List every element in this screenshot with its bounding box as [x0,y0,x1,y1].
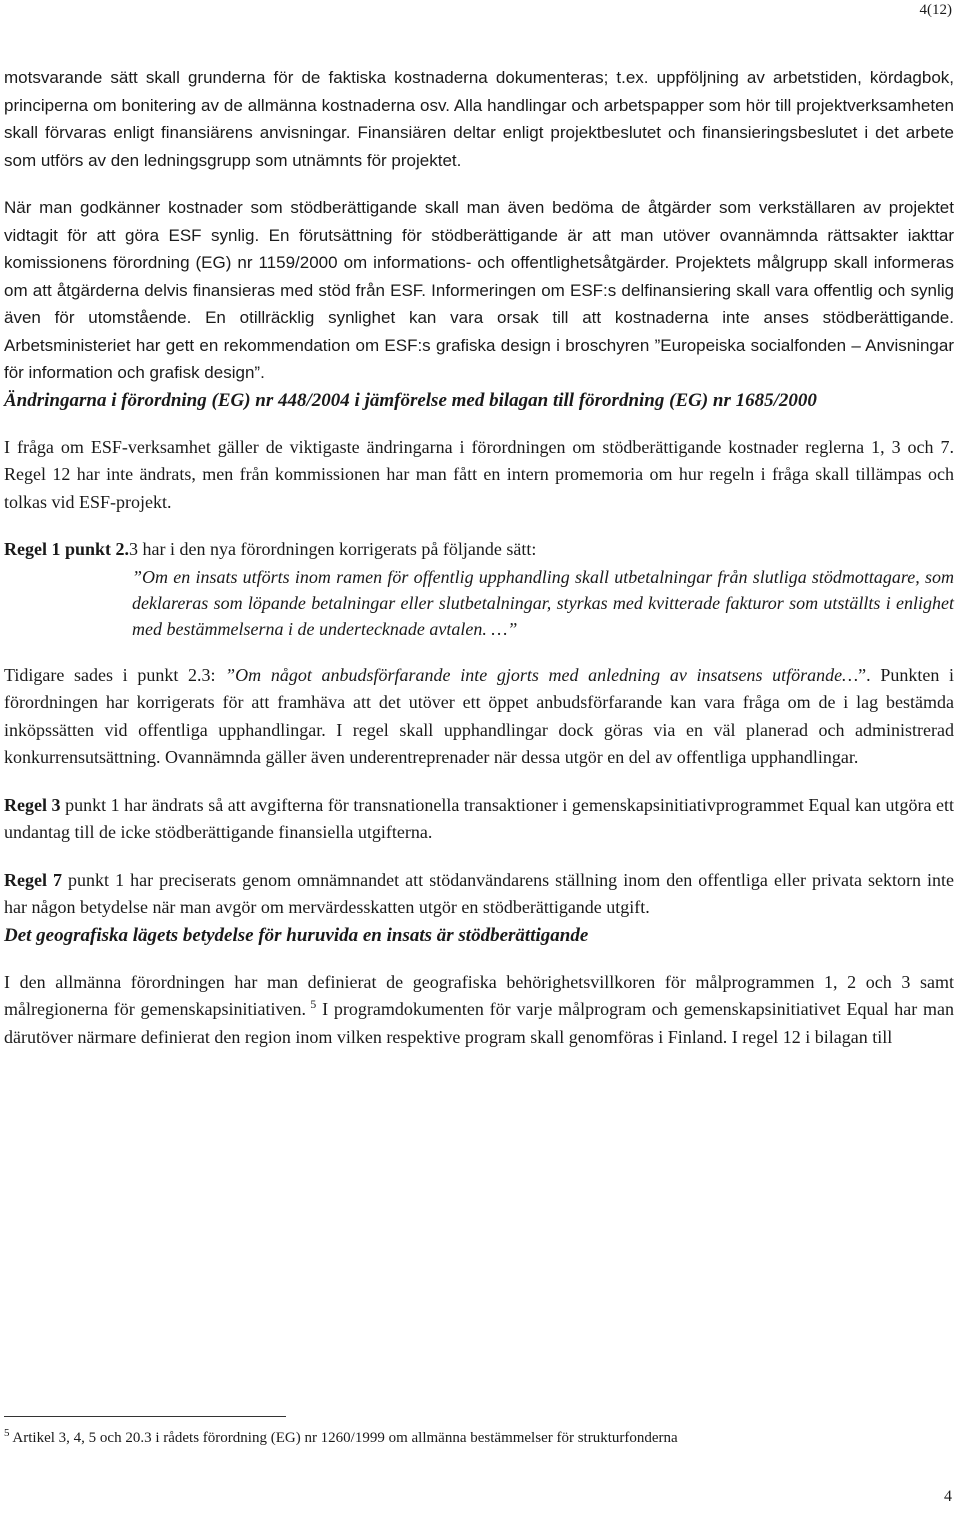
paragraph-documentation: motsvarande sätt skall grunderna för de faktiska kostnaderna dokumenteras; t.ex. uppföljning av arbetstiden, kördagbok, principerna om bonitering av de allmänna kostnaderna osv. Alla handlingar och arbetspapper som hör till projektverksamheten skall förvaras enligt finansiärens anvisningar. Finansiären deltar enligt projektbeslutet och finansieringsbeslutet i det arbete som utförs av den ledningsgrupp som utnämnts för projektet. [4,68,954,170]
rule-3-text: punkt 1 har ändrats så att avgifterna för transnationella transaktioner i gemenskapsinitiativprogrammet Equal kan utgöra ett undantag till de icke stödberättigande finansiella utgifterna. [4,794,954,842]
paragraph-rule-7 [4,867,954,922]
rule-7-label: Regel 7 [4,869,63,890]
rule-1-label: Regel 1 punkt 2. [4,539,130,559]
geographic-text-rest: I programdokumenten för varje målprogram och gemenskapsinitiativet Equal har man därutöver närmare definierat den region inom vilken respektive program skall genomföras i Finland. I regel 12 i bilagan till [4,999,954,1047]
previous-wording-text: ”. Punkten i förordningen har korrigerats för att framhäva att det utöver ett öppet anbudsförfarande kan vara fråga om de i lag bestämda inköpssätten vid offentliga upphandlingar. I regel skall upphandlingar dock göras via en väl planerad och administrerad konkurrensutsättning. Ovannämnda gäller även underentreprenader när dessa utgör en del av offentliga upphandlingar. [4,664,954,767]
paragraph-previous-wording [4,662,954,772]
document-body [4,64,954,1051]
section-heading-geography: Det geografiska lägets betydelse för huruvida en insats är stödberättigande [4,924,589,946]
previous-wording-intro: Tidigare sades i punkt 2.3: [4,664,226,685]
paragraph-rule-1 [4,536,954,564]
footnote [4,1427,678,1447]
rule-1-text: 3 har i den nya förordningen korrigerats på följande sätt: [129,539,537,559]
paragraph-rule-3 [4,792,954,847]
paragraph-esf-changes: I fråga om ESF-verksamhet gäller de viktigaste ändringarna i förordningen om stödberättigande kostnader reglerna 1, 3 och 7. Regel 12 har inte ändrats, men från kommissionen har man fått en intern promemoria om hur regeln i fråga skall tillämpas och tolkas vid ESF-projekt. [4,436,954,512]
rule-7-text: punkt 1 har preciserats genom omnämnandet att stödanvändarens ställning inom den offentliga eller privata sektorn inte har någon betydelse när man avgör om mervärdesskatten utgör en stödberättigande utgift. [4,869,954,917]
previous-wording-quote: ”Om något anbudsförfarande inte gjorts med anledning av insatsens utförande… [225,664,859,685]
footnote-divider [4,1416,286,1417]
footnote-reference: 5 [305,997,317,1011]
paragraph-esf-visibility: När man godkänner kostnader som stödberättigande skall man även bedöma de åtgärder som verkställaren av projektet vidtagit för att göra ESF synlig. En förutsättning för stödberättigande är att man utöver ovannämnda rättsakter iakttar komissionens förordning (EG) nr 1159/2000 om informations- och offentlighetsåtgärder. Projektets målgrupp skall informeras om att åtgärderna delvis finansieras med stöd från ESF. Informeringen om ESF:s delfinansiering skall vara offentlig och synlig även för utomstående. En otillräcklig synlighet kan vara orsak till att kostnaderna inte anses stödberättigande. Arbetsministeriet har gett en rekommendation om ESF:s grafiska design i broschyren ”Europeiska socialfonden – Anvisningar för information och grafisk design”. [4,198,954,382]
paragraph-geographic-conditions [4,969,954,1052]
page-counter: 4(12) [919,2,952,18]
footnote-text: Artikel 3, 4, 5 och 20.3 i rådets förordning (EG) nr 1260/1999 om allmänna bestämmelser för strukturfonderna [9,1430,678,1446]
rule-3-label: Regel 3 [4,794,61,815]
quoted-regulation: ”Om en insats utförts inom ramen för offentlig upphandling skall utbetalningar från slutliga stödmottagare, som deklareras som löpande betalningar eller slutbetalningar, styrkas med kvitterade fakturor som utställts i enlighet med bestämmelserna i de undertecknade avtalen. …” [132,566,954,639]
section-heading-changes: Ändringarna i förordning (EG) nr 448/2004 i jämförelse med bilagan till förordning (EG) nr 1685/2000 [4,389,817,411]
page-number: 4 [944,1488,952,1505]
footnote-number: 5 [4,1427,10,1439]
geographic-text-start: I den allmänna förordningen har man definierat de geografiska behörighetsvillkoren för målprogrammen 1, 2 och 3 samt målregionerna för gemenskapsinitiativen. [4,971,954,1019]
